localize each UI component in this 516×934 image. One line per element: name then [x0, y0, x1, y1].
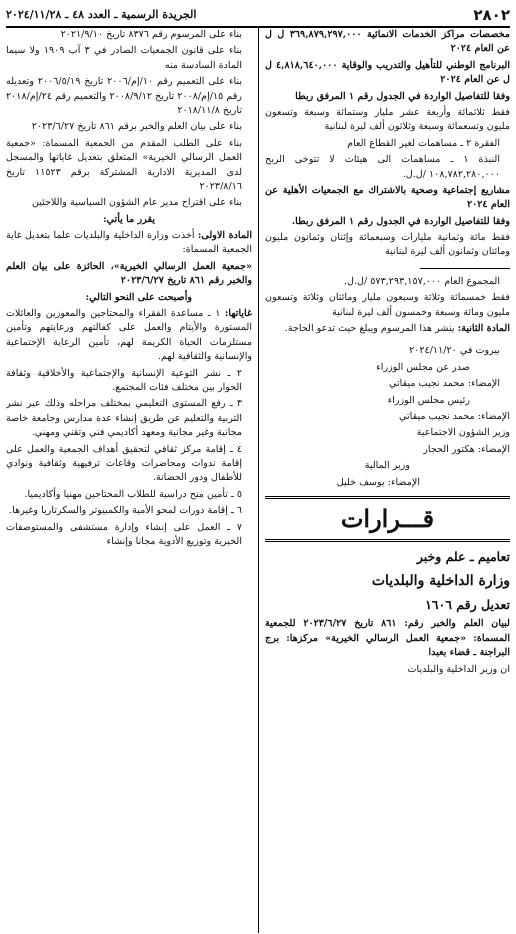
- details-ref-1: وفقا للتفاصيل الواردة في الجدول رقم ١ المرفق ربطا: [295, 90, 510, 102]
- paragraph-2: الفقرة ٢ ـ مساهمات لغير القطاع العام: [347, 137, 500, 149]
- amendment-number: تعديل رقم ١٦٠٦: [425, 596, 510, 612]
- basis-4: بناء على بيان العلم والخبر برقم ٨٦١ تاريخ ٢٠٢٣/٦/٢٧: [31, 121, 242, 133]
- basis-3: بناء على التعميم رقم ١٠/إم/٢٠٠٦ تاريخ ٢٠٠٦/٥/١٩ وتعديله رقم ١٥/إم/٢٠٠٨ تاريخ ٢٠٠٨/٩/١٢ والتعميم رقم ٢٤/إم/٢٠١٨ تاريخ ٢٠١٨/١١/٨: [6, 76, 243, 116]
- basis-6: بناء على اقتراح مدير عام الشؤون السياسية واللاجئين: [31, 197, 242, 209]
- goal-6: ٦ ـ إقامة دورات لمحو الأمية والكمبيوتر والسكرتاريا وغيرها.: [9, 505, 242, 517]
- article-1-label: المادة الاولى:: [197, 230, 252, 242]
- article-2-text: ينشر هذا المرسوم ويبلغ حيث تدعو الحاجة.: [284, 323, 455, 335]
- goal-1-text: ١ ـ مساعدة الفقراء والمحتاجين والمعوزين والعائلات المستورة والأيتام والعمل على كفالتهم ورعايتهم وتأمين مستلزمات الحياة الكريمة لهم، تأمين الرعاية الإجتماعية والإنسانية والثقافية لهم.: [6, 308, 252, 363]
- details-ref-2: وفقا للتفاصيل الواردة في الجدول رقم ١ المرفق ربطا.: [291, 215, 510, 227]
- grand-total-words: فقط خمسمائة وثلاثة وسبعون مليار ومائتان وثلاثة وتسعون مليون ومائة وسبعة وخمسون ألف ليرة لبنانية: [265, 292, 510, 318]
- amount-words-2: فقط مائة وثمانية مليارات وسبعمائة وإثنان وثمانون مليون ومائتان وثمانون ألف ليرة لبنانية: [265, 232, 510, 258]
- article-1-text: أخذت وزارة الداخلية والبلديات علما بتعديل غاية الجمعية المسماة:: [6, 230, 252, 256]
- budget-line-1: مخصصات مراكز الخدمات الانمائية ٣٦٩,٨٧٩,٢٩٧,٠٠٠ ل ل عن العام ٢٠٢٤: [265, 29, 510, 55]
- goal-5: ٥ ـ تأمين منح دراسية للطلاب المحتاجين مهنيا وأكاديميا.: [24, 488, 242, 500]
- signature-2: الإمضاء: محمد نجيب ميقاتي: [399, 410, 510, 422]
- signature-3: الإمضاء: هكتور الحجار: [423, 443, 510, 455]
- signature-1: الإمضاء: محمد نجيب ميقاتي: [389, 378, 500, 390]
- category-heading: تعاميم ـ علم وخبر: [416, 548, 510, 564]
- article-1: [6, 229, 252, 258]
- finance-minister-title: وزير المالية: [364, 460, 410, 472]
- decree-date: بيروت في ٢٠٢٤/١١/٢٠: [409, 345, 500, 357]
- association-name: «جمعية العمل الرسالي الخيرية»، الحائزة على بيان العلم والخبر رقم ٨٦١ تاريخ ٢٠٢٣/٦/٢٧: [6, 260, 252, 287]
- basis-2: بناء على قانون الجمعيات الصادر في ٣ آب ١٩٠٩ ولا سيما المادة السادسة منه: [6, 45, 243, 71]
- basis-1: بناء على المرسوم رقم ٨٣٧٦ تاريخ ٢٠٢١/٩/١٠: [60, 29, 242, 40]
- columns: [6, 28, 510, 933]
- right-column: [258, 28, 510, 933]
- issued-by: صدر عن مجلس الوزراء: [376, 361, 470, 373]
- social-minister-title: وزير الشؤون الاجتماعية: [416, 427, 510, 439]
- left-column: [6, 28, 258, 933]
- page-header: [6, 4, 510, 28]
- basis-5: بناء على الطلب المقدم من الجمعية المسماة: «جمعية العمل الرسالي الخيرية» المتعلق بتعديل غاياتها والمسجل لدى المديرية الادارية المشتركة برقم ١١٥٢٣ تاريخ ٢٠٢٣/٨/١٦: [6, 137, 243, 192]
- signature-4: الإمضاء: يوسف خليل: [336, 476, 420, 488]
- article-2: [265, 322, 510, 336]
- gazette-title: الجريدة الرسمية ـ العدد ٤٨ ـ ٢٠٢٤/١١/٢٨: [6, 7, 197, 21]
- goal-2: ٢ ـ نشر التوعية الإنسانية والإجتماعية والأخلاقية وثقافة الحوار بين مختلف فئات المجتمع.: [6, 367, 242, 393]
- minister-intro: ان وزير الداخلية والبلديات: [407, 663, 510, 675]
- amount-words-1: فقط ثلاثمائة وأربعة عشر مليار وستمائة وسبعة وتسعون مليون وتسعمائة وسبعة وثلاثون ألف ليرة لبنانية: [265, 106, 510, 133]
- goal-3: ٣ ـ رفع المستوى التعليمي بمختلف مراحله وذلك عبر نشر التربية والتعليم عن طريق إنشاء عدة مدارس وجامعة خاصة مجانية وغير مجانية ومعهد أكاديمي فني وتقني ومهني.: [6, 398, 242, 439]
- goal-7: ٧ ـ العمل على إنشاء وإدارة مستشفى والمستوصفات الخيرية وتوزيع الأدوية مجانا وإنشاء: [6, 521, 242, 547]
- budget-line-2: البرنامج الوطني للتأهيل والتدريب والوقاية ٤,٨١٨,٦٤٠,٠٠٠ ل ل عن العام ٢٠٢٤: [265, 59, 510, 86]
- now-as-follows: وأصبحت على النحو التالي:: [85, 291, 192, 303]
- divider: [420, 268, 510, 269]
- ministry-heading: وزارة الداخلية والبلديات: [371, 572, 510, 589]
- page-number: ٢٨٠٢: [473, 5, 510, 24]
- goal-1: [6, 307, 252, 365]
- decides-heading: يقرر ما يأتي:: [103, 213, 155, 225]
- grand-total: المجموع العام ٥٧٣,٢٩٣,١٥٧,٠٠٠ /ل.ل.: [343, 275, 500, 287]
- section-1: النبذة ١ ـ مساهمات الى هيئات لا تتوخى الربح ١٠٨,٧٨٢,٢٨٠,٠٠٠ /ل.ل.: [265, 154, 500, 180]
- pm-title: رئيس مجلس الوزراء: [387, 394, 470, 406]
- goal-4: ٤ ـ إقامة مركز ثقافي لتحقيق أهداف الجمعية والعمل على إقامة ندوات ومحاضرات وقاعات ترفيهية وثقافية ونوادي للأطفال ودور الحضانة.: [6, 443, 242, 484]
- goals-label: غاياتها:: [224, 308, 252, 320]
- decisions-heading: قـــرارات: [265, 496, 510, 542]
- article-2-label: المادة الثانية:: [457, 323, 510, 335]
- social-projects: مشاريع إجتماعية وصحية بالاشتراك مع الجمعيات الأهلية عن العام ٢٠٢٤: [265, 184, 510, 211]
- amendment-subject: لبيان العلم والخبر رقم: ٨٦١ تاريخ ٢٠٢٣/٦/٢٧ للجمعية المسماة: «جمعية العمل الرسالي الخيرية» مركزها: برج البراجنة ـ قضاء بعبدا: [265, 618, 510, 659]
